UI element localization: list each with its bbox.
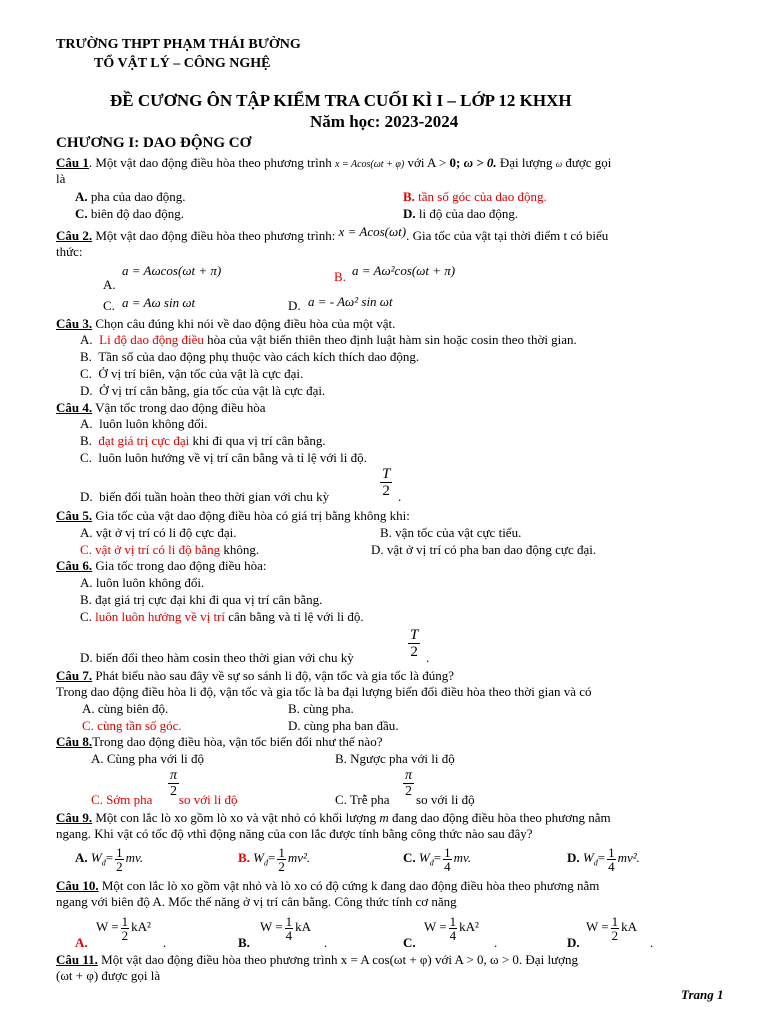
q8-c-fraction: π 2 — [170, 768, 178, 799]
q10-option-c[interactable]: W = $\frac{1}{4}$ kA² — [424, 913, 479, 943]
q5-option-c[interactable]: C. vật ở vị trí có li độ bằng không. — [80, 542, 260, 557]
q8-option-d[interactable]: C. Trễ pha so với li độ — [335, 792, 475, 807]
q9-option-b[interactable]: B. $W_đ=$ $\frac{1}{2}$ mv². — [238, 844, 311, 874]
chapter-title: CHƯƠNG I: DAO ĐỘNG CƠ — [56, 135, 252, 151]
q10-option-a[interactable]: W = $\frac{1}{2}$ kA² — [96, 913, 151, 943]
question-9-label: Câu 9. — [56, 810, 93, 825]
q4-period: . — [398, 489, 402, 504]
q9-option-c[interactable]: C. $W_đ=$ $\frac{1}{4}$ mv. — [403, 844, 472, 874]
q7-option-a[interactable]: A. cùng biên độ. — [82, 701, 169, 716]
question-10-label: Câu 10. — [56, 878, 99, 893]
q2-option-b-formula: a = Aω²cos(ωt + π) — [352, 263, 456, 278]
question-10-stem-line2: ngang với biên độ A. Mốc thế năng ở vị trí cân bằng. Công thức tính cơ năng — [56, 894, 457, 909]
q2-option-c-formula: a = Aω sin ωt — [122, 295, 196, 310]
department-name: TỔ VẬT LÝ – CÔNG NGHỆ — [94, 56, 271, 71]
q4-option-b[interactable]: B. đạt giá trị cực đại khi đi qua vị trí cân bằng. — [80, 433, 326, 448]
question-4-stem: Câu 4. Vận tốc trong dao động điều hòa — [56, 400, 266, 415]
q4-option-c[interactable]: C. luôn luôn hướng về vị trí cân bằng và tỉ lệ với li độ. — [80, 450, 367, 465]
question-7-label: Câu 7. — [56, 668, 93, 683]
q6-option-a[interactable]: A. luôn luôn không đổi. — [80, 575, 205, 590]
q2-option-d-formula: a = - Aω² sin ωt — [308, 294, 393, 309]
question-2-label: Câu 2. — [56, 228, 93, 243]
q7-option-b[interactable]: B. cùng pha. — [288, 701, 354, 716]
question-6-stem: Câu 6. Gia tốc trong dao động điều hòa: — [56, 558, 267, 573]
question-9-stem: Câu 9. Một con lắc lò xo gồm lò xo và vật nhỏ có khối lượng m đang dao động điều hòa theo phương nằm — [56, 810, 611, 825]
q8-option-c[interactable]: C. Sớm pha so với li độ — [91, 792, 238, 807]
q6-option-c[interactable]: C. luôn luôn hướng về vị trí cân bằng và tỉ lệ với li độ. — [80, 609, 364, 624]
q1-option-d[interactable]: D. li độ của dao động. — [403, 206, 519, 221]
question-11-stem: Câu 11. Một vật dao động điều hòa theo phương trình x = A cos(ωt + φ) với A > 0, ω > 0. Đại lượng — [56, 952, 578, 967]
question-7-stem-line2: Trong dao động điều hòa li độ, vận tốc và gia tốc là ba đại lượng biến đổi điều hòa theo thời gian và có — [56, 684, 592, 699]
page-number: Trang 1 — [681, 987, 724, 1002]
question-2-stem-line2: thức: — [56, 244, 83, 259]
q8-d-fraction: π 2 — [405, 768, 413, 799]
q6-option-d[interactable]: D. biến đổi theo hàm cosin theo thời gian với chu kỳ — [80, 650, 354, 665]
question-11-label: Câu 11. — [56, 952, 98, 967]
school-year: Năm học: 2023-2024 — [310, 112, 459, 131]
q10-option-b[interactable]: W = $\frac{1}{4}$ kA — [260, 913, 312, 943]
q2-option-d[interactable]: D. — [288, 298, 301, 313]
question-8-label: Câu 8. — [56, 734, 93, 749]
question-1-stem-line2: là — [56, 171, 66, 186]
q10-option-d-letter[interactable]: D. — [567, 935, 580, 950]
q8-option-a[interactable]: A. Cùng pha với li độ — [91, 751, 205, 766]
q10-option-d[interactable]: W = $\frac{1}{2}$ kA — [586, 913, 638, 943]
q3-option-b[interactable]: B. Tần số của dao động phụ thuộc vào cách kích thích dao động. — [80, 349, 420, 364]
q5-option-d[interactable]: D. vật ở vị trí có pha ban dao động cực đại. — [371, 542, 597, 557]
q10-option-a-letter[interactable]: A. — [75, 935, 88, 950]
school-name: TRƯỜNG THPT PHẠM THÁI BƯỜNG — [56, 37, 301, 52]
q6-fraction: T 2 — [410, 627, 419, 660]
q2-option-a-formula: a = Aωcos(ωt + π) — [122, 263, 222, 278]
q2-option-b[interactable]: B. — [334, 269, 346, 284]
question-3-label: Câu 3. — [56, 316, 93, 331]
q1-option-c[interactable]: C. biên độ dao động. — [75, 206, 185, 221]
q1-option-b[interactable]: B. tần số góc của dao động. — [403, 189, 547, 204]
q6-option-b[interactable]: B. đạt giá trị cực đại khi đi qua vị trí cân bằng. — [80, 592, 323, 607]
question-2-stem: Câu 2. Một vật dao động điều hòa theo phương trình: x = Acos(ωt). Gia tốc của vật tại thời điểm t có biểu — [56, 224, 609, 243]
question-10-stem: Câu 10. Một con lắc lò xo gồm vật nhỏ và lò xo có độ cứng k đang dao động điều hòa theo phương nằm — [56, 878, 600, 893]
q1-option-a[interactable]: A. pha của dao động. — [75, 189, 186, 204]
q2-option-a[interactable]: A. — [103, 277, 116, 292]
question-11-stem-line2: (ωt + φ) được gọi là — [56, 968, 161, 983]
q4-fraction: T 2 — [382, 466, 391, 499]
question-4-label: Câu 4. — [56, 400, 93, 415]
question-5-label: Câu 5. — [56, 508, 93, 523]
q5-option-b[interactable]: B. vận tốc của vật cực tiểu. — [380, 525, 522, 540]
q9-option-d[interactable]: D. $W_đ=$ $\frac{1}{4}$ mv². — [567, 844, 640, 874]
question-8-stem: Câu 8.Trong dao động điều hòa, vận tốc biến đổi như thế nào? — [56, 734, 383, 749]
q2-option-c[interactable]: C. — [103, 298, 115, 313]
q3-option-a[interactable]: A. Li độ dao động điều hòa của vật biến thiên theo định luật hàm sin hoặc cosin theo thời gian. — [80, 332, 577, 347]
document-title: ĐỀ CƯƠNG ÔN TẬP KIỂM TRA CUỐI KÌ I – LỚP 12 KHXH — [110, 91, 572, 110]
q10-option-c-letter[interactable]: C. — [403, 935, 416, 950]
q8-option-b[interactable]: B. Ngược pha với li độ — [335, 751, 455, 766]
q3-option-c[interactable]: C. Ở vị trí biên, vận tốc của vật là cực đại. — [80, 366, 304, 381]
q6-period: . — [426, 650, 430, 665]
question-7-stem: Câu 7. Phát biểu nào sau đây về sự so sánh li độ, vận tốc và gia tốc là đúng? — [56, 668, 455, 683]
question-9-stem-line2: ngang. Khi vật có tốc độ vthì động năng của con lắc được tính bằng công thức nào sau đây? — [56, 826, 533, 841]
q7-option-d[interactable]: D. cùng pha ban đầu. — [288, 718, 399, 733]
q3-option-d[interactable]: D. Ở vị trí cân bằng, gia tốc của vật là cực đại. — [80, 383, 326, 398]
question-1-label: Câu 1 — [56, 155, 89, 170]
q5-option-a[interactable]: A. vật ở vị trí có li độ cực đại. — [80, 525, 237, 540]
q7-option-c[interactable]: C. cùng tần số góc. — [82, 718, 182, 733]
q4-option-a[interactable]: A. luôn luôn không đổi. — [80, 416, 208, 431]
question-3-stem: Câu 3. Chọn câu đúng khi nói về dao động điều hòa của một vật. — [56, 316, 396, 331]
q4-option-d[interactable]: D. biến đổi tuần hoàn theo thời gian với chu kỳ — [80, 489, 330, 504]
question-1-stem: Câu 1. Một vật dao động điều hòa theo phương trình x = Acos(ωt + φ) với A > 0; ω > 0. Đại lượng ω được gọi — [56, 155, 612, 170]
question-6-label: Câu 6. — [56, 558, 93, 573]
q10-option-b-letter[interactable]: B. — [238, 935, 250, 950]
question-5-stem: Câu 5. Gia tốc của vật dao động điều hòa có giá trị bằng không khi: — [56, 508, 410, 523]
q9-option-a[interactable]: A. $W_đ=$ $\frac{1}{2}$ mv. — [75, 844, 144, 874]
